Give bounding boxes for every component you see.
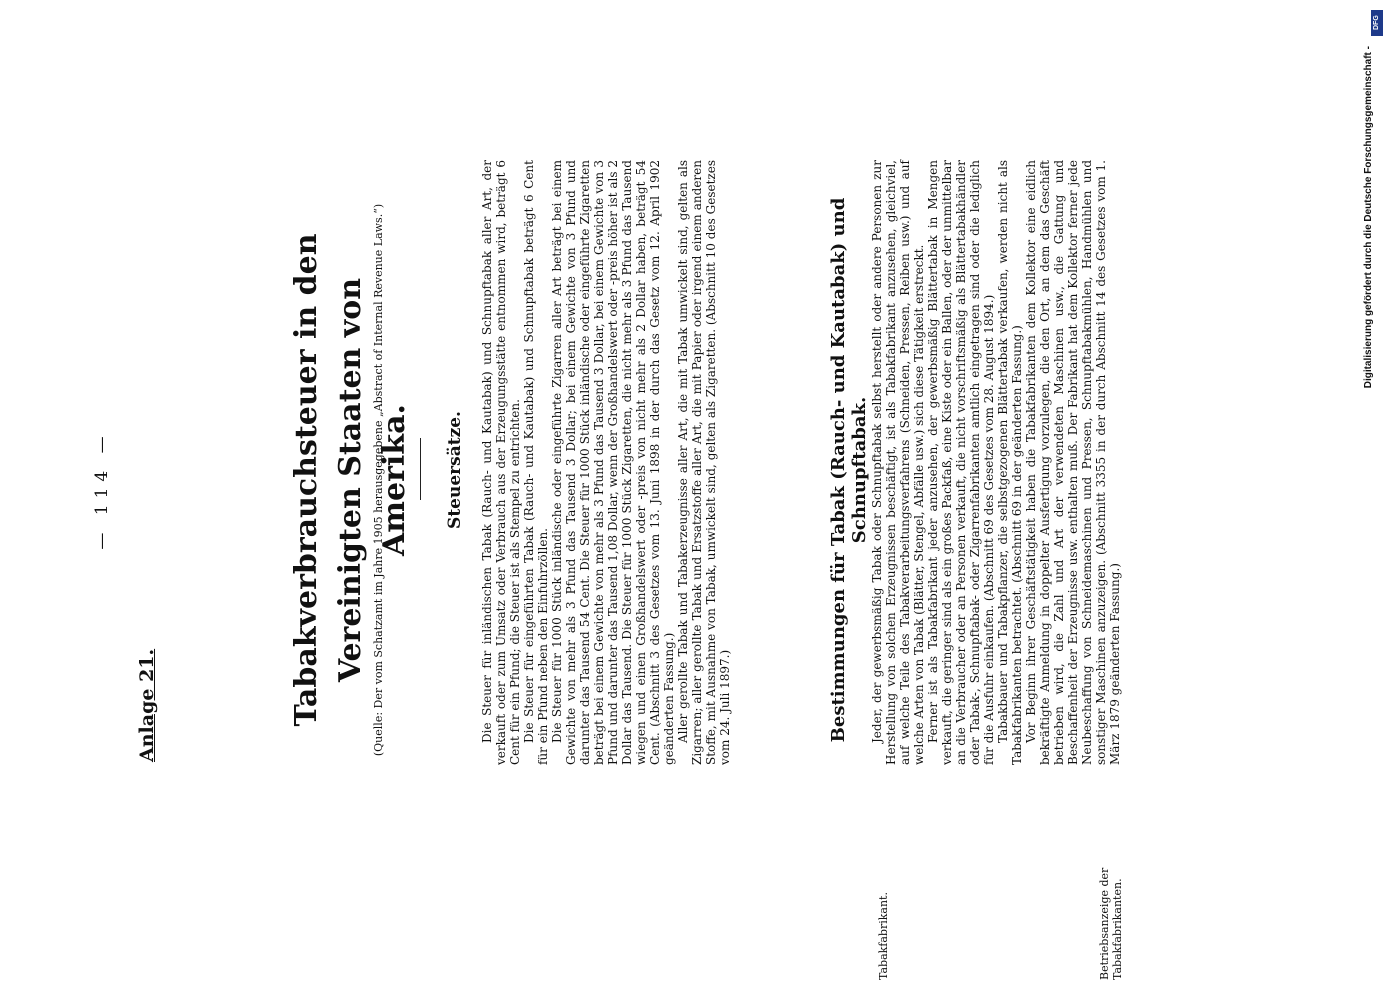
margin-note-manufacturer: Tabakfabrikant. [877,892,890,980]
paragraph: Die Steuer für 1000 Stück inländische oder eingeführte Zigarren aller Art beträgt bei einem Gewichte von mehr als 3 Pfund das Tausend 3 Dollar; bei einem Gewichte von 3 Pfund und darunter das Tausend 54 Cent. Die Steuer für 1000 Stück inländische oder eingeführte Zigaretten beträgt bei einem Gewichte von mehr als 3 Pfund das Tausend 3 Dollar, bei einem Gewichte von 3 Pfund und darunter das Tausend 1,08 Dollar, wenn der Großhandelswert oder -preis höher ist als 2 Dollar das Tausend. Die Steuer für 1000 Stück Zigaretten, die nicht mehr als 3 Pfund das Tausend wiegen und einen Großhandelswert oder -preis von nicht mehr als 2 Dollar haben, beträgt 54 Cent. (Abschnitt 3 des Gesetzes vom 13. Juni 1898 in der durch das Gesetz vom 12. April 1902 geänderten Fassung.) [550,160,676,765]
appendix-label: Anlage 21. [136,648,158,762]
paragraph: Tabakbauer und Tabakpflanzer, die selbstgezogenen Blättertabak verkaufen, werden nicht als Tabakfabrikanten betrachtet. (Abschnitt 69 in der geänderten Fassung.) [996,160,1024,765]
digitization-stamp [1355,6,1383,1000]
dfg-logo: DFG [1371,10,1383,36]
page-number: — 114 — [92,430,112,550]
section-body-rates [480,160,732,765]
document-title: Tabakverbrauchsteuer in den Vereinigten Staaten von Amerika. [289,233,412,727]
paragraph: Die Steuer für inländischen Tabak (Rauch- und Kautabak) und Schnupftabak aller Art, der verkauft oder zum Umsatz oder Verbrauch aus der Erzeugungsstätte entnommen wird, beträgt 6 Cent für ein Pfund; die Steuer ist als Stempel zu entrichten. [480,160,522,765]
digitization-credit: Digitalisierung gefördert durch die Deutsche Forschungsgemeinschaft - [1363,46,1374,389]
paragraph: Jeder, der gewerbsmäßig Tabak oder Schnupftabak selbst herstellt oder andere Personen zur Herstellung von solchen Erzeugnissen beschäftigt, ist als Tabakfabrikant anzusehen, gleichviel, auf welche Teile des Tabakverarbeitungsverfahrens (Schneiden, Pressen, Reiben usw.) und auf welche Arten von Tabak (Blätter, Stengel, Abfälle usw.) sich diese Tätigkeit erstreckt. [870,160,926,765]
margin-note-registration: Betriebsanzeige der Tabakfabrikanten. [1098,867,1124,980]
source-note: (Quelle: Der vom Schatzamt im Jahre 1905 herausgegebene „Abstract of Internal Revenue Laws.“) [372,203,385,757]
section-heading-provisions: Bestimmungen für Tabak (Rauch- und Kautabak) und Schnupftabak. [828,197,870,743]
section-body-provisions [870,160,1122,765]
paragraph: Ferner ist als Tabakfabrikant jeder anzusehen, der gewerbsmäßig Blättertabak in Mengen verkauft, die geringer sind als ein großes Packfaß, eine Kiste oder ein Ballen, oder der unmittelbar an die Verbraucher oder an Personen verkauft, die nicht vorschriftsmäßig als Blättertabakhändler oder Tabak-, Schnupftabak- oder Zigarrenfabrikanten amtlich eingetragen sind oder die lediglich für die Ausfuhr einkaufen. (Abschnitt 69 des Gesetzes vom 28. August 1894.) [926,160,996,765]
section-heading-rates: Steuersätze. [445,411,465,529]
divider [420,438,421,500]
paragraph: Vor Beginn ihrer Geschäftstätigkeit haben die Tabakfabrikanten dem Kollektor eine eidlich bekräftigte Anmeldung in doppelter Ausfertigung vorzulegen, die den Ort, an dem das Geschäft betrieben wird, die Zahl und Art der verwendeten Maschinen usw., die Gattung und Beschaffenheit der Erzeugnisse usw. enthalten muß. Der Fabrikant hat dem Kollektor ferner jede Neubeschaffung von Schneidemaschinen und Pressen, Schnupftabakmühlen, Handmühlen und sonstiger Maschinen anzuzeigen. (Abschnitt 3355 in der durch Abschnitt 14 des Gesetzes vom 1. März 1879 geänderten Fassung.) [1024,160,1122,765]
paragraph: Die Steuer für eingeführten Tabak (Rauch- und Kautabak) und Schnupftabak beträgt 6 Cent für ein Pfund neben den Einfuhrzöllen. [522,160,550,765]
paragraph: Aller gerollte Tabak und Tabakerzeugnisse aller Art, die mit Tabak umwickelt sind, gelten als Zigarren; aller gerollte Tabak und Ersatzstoffe aller Art, die mit Papier oder irgend einem anderen Stoffe, mit Ausnahme von Tabak, umwickelt sind, gelten als Zigaretten. (Abschnitt 10 des Gesetzes vom 24. Juli 1897.) [676,160,732,765]
